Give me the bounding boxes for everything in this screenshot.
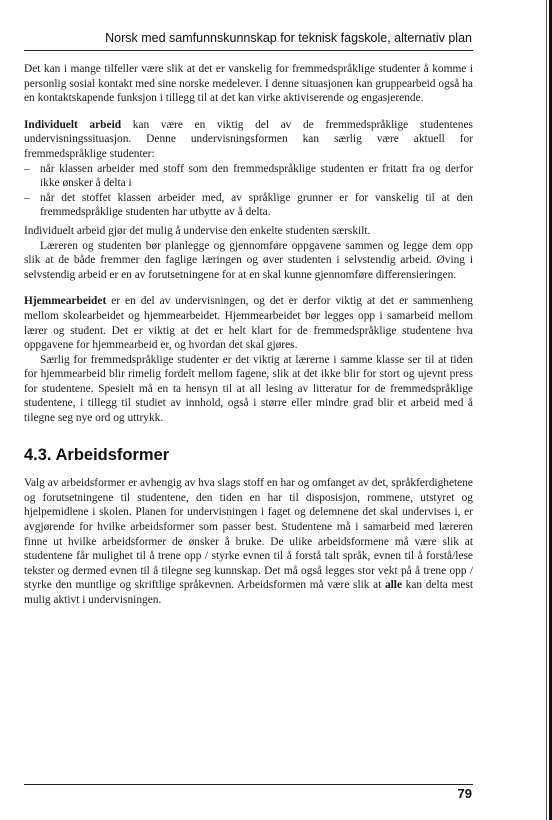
section-text-before: Valg av arbeidsformer er avhengig av hva slags stoff en har og omfanget av det, språkferdighetene og forutsetningene til studentene, den tiden en har til disposisjon, rommene, utstyret og hjelpemidlene i skolen. Planen for undervisningen i faget og delemnene det skal undervises i, er avgjørende for hvilke arbeidsformer som passer best. Studentene må i samarbeid med læreren finne ut hvilke arbeidsformer de ønsker å bruke. De ulike arbeidsformene må være slik at studentene får mulighet til å trene opp / styrke evnen til å forstå talt språk, evnen til å forstå/lese tekster og dermed evnen til å tilegne seg kunnskap. Det må også legges stor vekt på å trene opp / styrke den muntlige og skriftlige språkevnen. Arbeidsformen må være slik at [24, 477, 473, 592]
intro-paragraph: Det kan i mange tilfeller være slik at det er vanskelig for fremmedspråklige studenter å komme i personlig sosial kontakt med sine norske medelever. I denne situasjonen kan gruppearbeid også ha en kontaktskapende funksjon i tillegg til at det kan virke aktiviserende og engasjerende. [24, 63, 473, 105]
hjemme-term: Hjemmearbeidet [24, 295, 107, 308]
individuelt-term: Individuelt arbeid [24, 118, 122, 131]
list-item [24, 191, 473, 220]
list-item-text: når klassen arbeider med stoff som den fremmedspråklige studenten er fritatt fra og derfor ikke ønsker å delta i [40, 162, 473, 190]
individuelt-paragraph-3: Læreren og studenten bør planlegge og gjennomføre oppgavene sammen og legge dem opp slik at de både fremmer den faglige læringen og øver studenten i selvstendig arbeid. Øving i selvstendig arbeid er en av forutsetningene for at en skal kunne gjennomføre differensieringen. [24, 239, 473, 281]
page-number: 79 [457, 786, 472, 801]
section-heading: 4.3. Arbeidsformer [24, 445, 170, 464]
hjemme-paragraph [24, 294, 473, 352]
page-edge-line [546, 0, 547, 820]
list-dash: – [24, 191, 30, 204]
section-text-after: kan delta mest mulig aktivt i undervisningen. [24, 579, 473, 606]
footer-rule [24, 784, 473, 785]
list-item-text: når det stoffet klassen arbeider med, av språklige grunner er for vanskelig til at den fremmedspråklige studenten har utbytte av å delta. [40, 191, 473, 219]
body-text [24, 62, 473, 608]
individuelt-paragraph [24, 118, 473, 162]
individuelt-paragraph-2: Individuelt arbeid gjør det mulig å undervise den enkelte studenten særskilt. [24, 224, 371, 237]
hjemme-lead: er en del av undervisningen, og det er derfor viktig at det er sammenheng mellom skolearbeidet og hjemmearbeidet. Hjemmearbeidet bør legges opp i samarbeid mellom lærer og student. Det er viktig at det er helt klart for de fremmedspråklige studentene hva oppgavene for hjemmearbeid er, og hvordan det skal gjøres. [24, 295, 473, 352]
hjemme-paragraph-2: Særlig for fremmedspråklige studenter er det viktig at lærerne i samme klasse ser til at tiden for hjemmearbeid blir rimelig fordelt mellom fagene, slik at det ikke blir for stort og ujevnt press for studentene. Spesielt må en ta hensyn til at all lesing av litteratur for de fremmedspråklige studentene, i tillegg til studiet av innhold, også i større eller mindre grad blir et arbeid med å tilegne seg nye ord og uttrykk. [24, 353, 473, 425]
section-paragraph [24, 476, 473, 607]
individuelt-lead: kan være en viktig del av de fremmedspråklige studentenes undervisningssituasjon. Denne undervisningsformen kan særlig være aktuell for fremmedspråklige studenter: [24, 118, 473, 160]
list-item [24, 162, 473, 191]
list-dash: – [24, 162, 30, 175]
running-header: Norsk med samfunnskunnskap for teknisk fagskole, alternativ plan [105, 31, 472, 45]
section-emphasis: alle [384, 579, 403, 592]
header-rule [24, 50, 473, 51]
